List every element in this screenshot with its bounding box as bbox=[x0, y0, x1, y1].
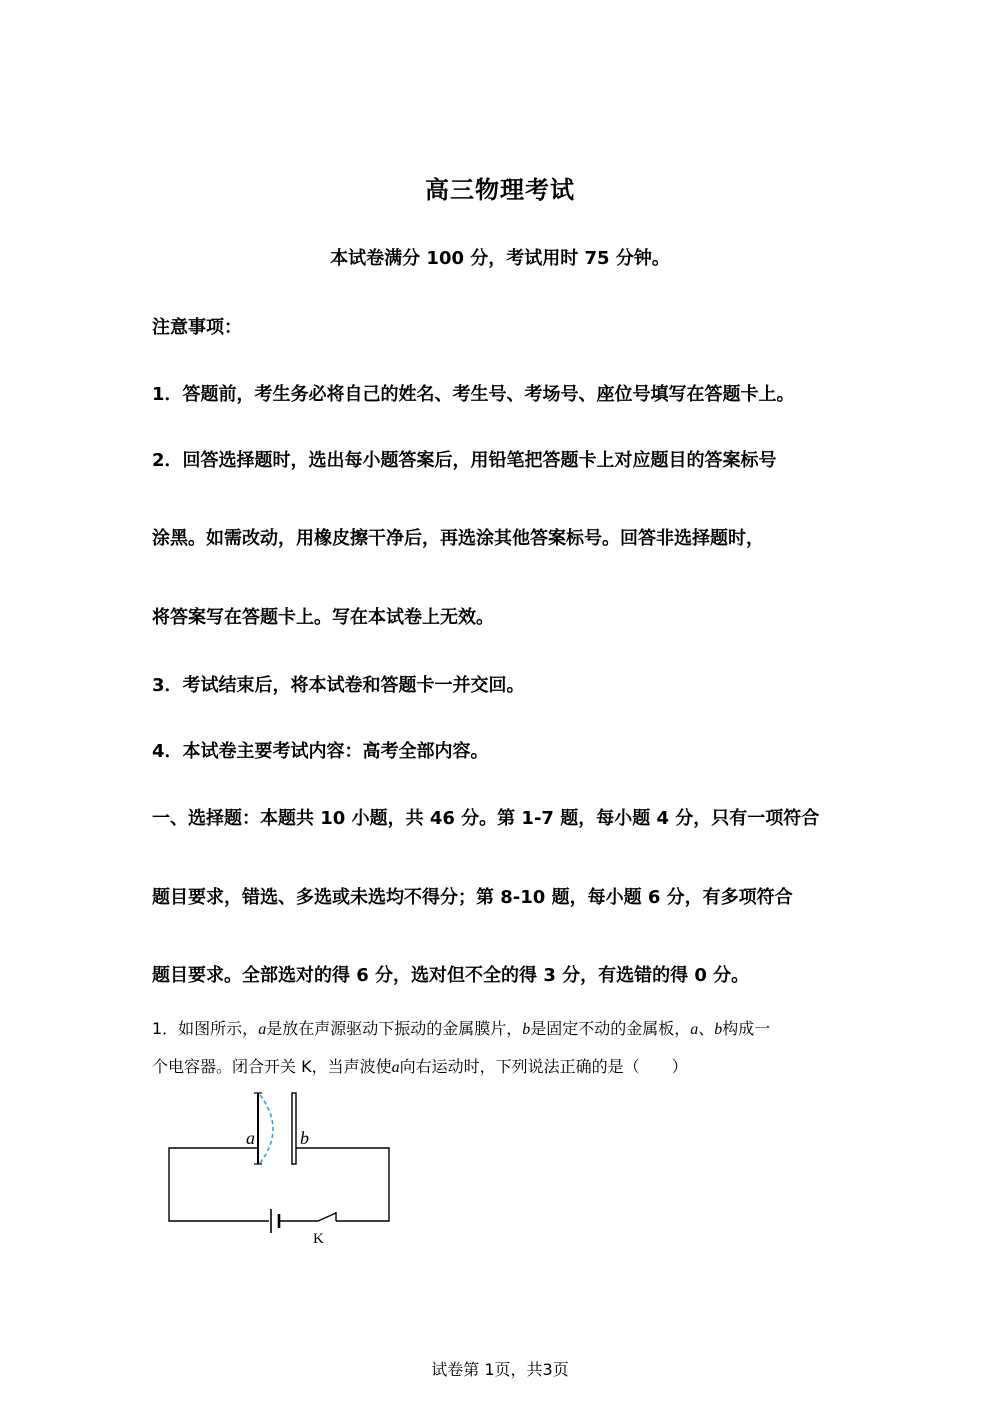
notice-item-2-line-1: 2．回答选择题时，选出每小题答案后，用铅笔把答题卡上对应题目的答案标号 bbox=[152, 450, 777, 471]
question-1-line-1: 1．如图所示，a是放在声源驱动下振动的金属膜片，b是固定不动的金属板，a、b构成一 bbox=[152, 1019, 771, 1038]
left-wire bbox=[169, 1148, 269, 1221]
notice-item-1: 1．答题前，考生务必将自己的姓名、考生号、考场号、座位号填写在答题卡上。 bbox=[152, 384, 795, 405]
section-1-line-2: 题目要求，错选、多选或未选均不得分；第 8-10 题，每小题 6 分，有多项符合 bbox=[152, 887, 793, 908]
switch-k bbox=[318, 1213, 336, 1221]
section-1-line-3: 题目要求。全部选对的得 6 分，选对但不全的得 3 分，有选错的得 0 分。 bbox=[152, 965, 750, 986]
right-wire bbox=[296, 1148, 389, 1221]
page-footer: 试卷第 1页，共3页 bbox=[431, 1360, 569, 1379]
notice-heading: 注意事项： bbox=[152, 317, 242, 338]
plate-b bbox=[292, 1093, 296, 1164]
section-1-line-1: 一、选择题：本题共 10 小题，共 46 分。第 1-7 题，每小题 4 分，只有一项符合 bbox=[152, 808, 820, 829]
notice-item-2-line-3: 将答案写在答题卡上。写在本试卷上无效。 bbox=[152, 607, 494, 628]
notice-item-3: 3．考试结束后，将本试卷和答题卡一并交回。 bbox=[152, 675, 525, 696]
label-k: K bbox=[313, 1231, 324, 1247]
question-1-line-2: 个电容器。闭合开关 K，当声波使a向右运动时，下列说法正确的是（ ） bbox=[152, 1057, 688, 1076]
notice-item-4: 4．本试卷主要考试内容：高考全部内容。 bbox=[152, 741, 489, 762]
label-a: a bbox=[246, 1128, 255, 1148]
page-title: 高三物理考试 bbox=[425, 176, 575, 204]
notice-item-2-line-2: 涂黑。如需改动，用橡皮擦干净后，再选涂其他答案标号。回答非选择题时， bbox=[152, 528, 764, 549]
membrane-vibration-arc bbox=[260, 1095, 273, 1163]
exam-subtitle: 本试卷满分 100 分，考试用时 75 分钟。 bbox=[330, 248, 670, 269]
capacitor-circuit-diagram bbox=[160, 1085, 400, 1250]
label-b: b bbox=[300, 1128, 309, 1148]
